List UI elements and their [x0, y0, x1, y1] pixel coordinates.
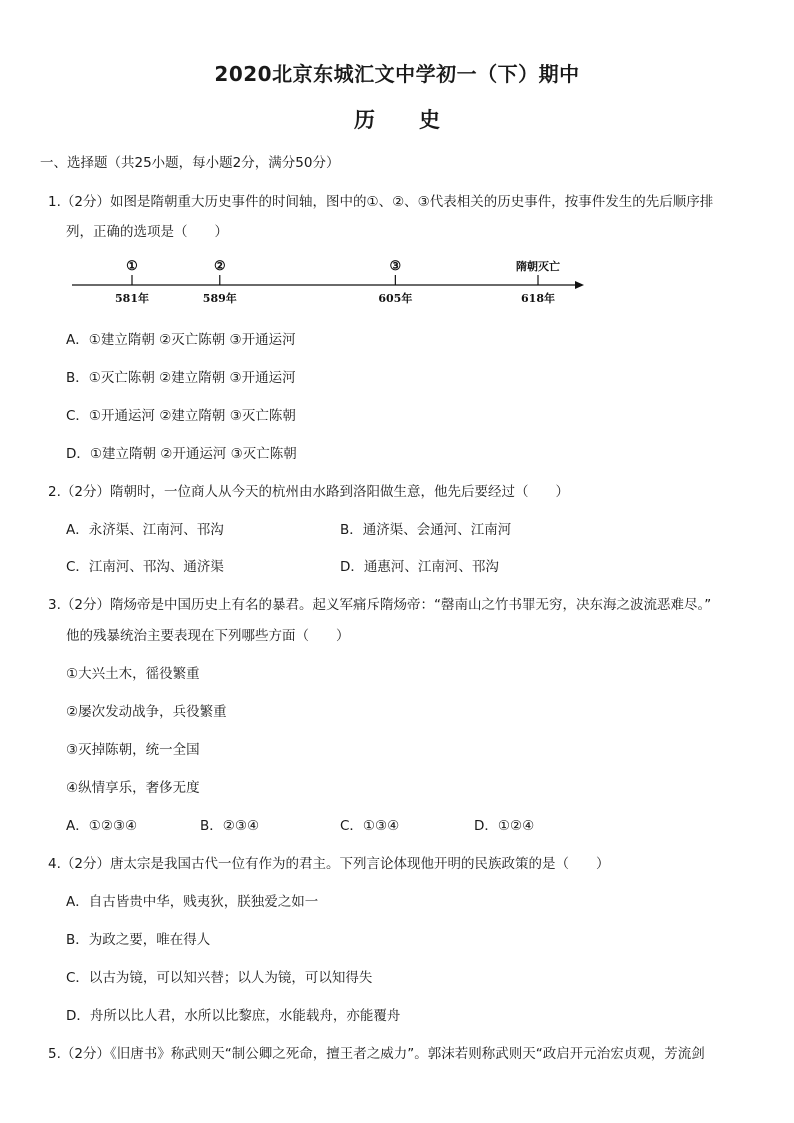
exam-title: 2020北京东城汇文中学初一（下）期中: [214, 62, 580, 86]
q4-option-b[interactable]: B．为政之要，唯在得人: [66, 932, 211, 948]
q3-option-b[interactable]: B．②③④: [200, 818, 260, 834]
subject-heading: [0, 104, 794, 134]
q3-item-4: ④纵情享乐，奢侈无度: [66, 780, 200, 796]
q2-option-d[interactable]: D．通惠河、江南河、邗沟: [340, 559, 499, 575]
q3-stem-line2: 他的残暴统治主要表现在下列哪些方面（ ）: [66, 628, 350, 644]
q3-stem-line1: 3.（2分）隋炀帝是中国历史上有名的暴君。起义军痛斥隋炀帝：“罄南山之竹书罪无穷，决东海之波流恶难尽。”: [48, 597, 712, 613]
timeline-event-label-3: ③: [389, 259, 402, 274]
timeline-year-label-3: 605年: [378, 292, 413, 305]
q1-option-a[interactable]: A．①建立隋朝 ②灭亡陈朝 ③开通运河: [66, 332, 296, 348]
subject-char-1: 历: [354, 108, 375, 132]
timeline-event-label-4: 隋朝灭亡: [516, 260, 560, 273]
timeline-arrow-icon: [575, 281, 584, 289]
timeline-figure: [70, 255, 590, 311]
q3-option-d[interactable]: D．①②④: [474, 818, 535, 834]
q1-option-d[interactable]: D．①建立隋朝 ②开通运河 ③灭亡陈朝: [66, 446, 297, 462]
q1-option-c[interactable]: C．①开通运河 ②建立隋朝 ③灭亡陈朝: [66, 408, 296, 424]
timeline-event-label-1: ①: [126, 259, 138, 274]
q3-item-2: ②屡次发动战争，兵役繁重: [66, 704, 227, 720]
timeline-year-label-1: 581年: [115, 292, 149, 305]
q5-stem-line1: 5.（2分）《旧唐书》称武则天“制公卿之死命，擅王者之威力”。郭沫若则称武则天“政启开元治宏贞观，芳流剑: [48, 1046, 705, 1062]
q4-stem: 4.（2分）唐太宗是我国古代一位有作为的君主。下列言论体现他开明的民族政策的是（ ）: [48, 856, 610, 872]
q4-option-a[interactable]: A．自古皆贵中华，贱夷狄，朕独爱之如一: [66, 894, 319, 910]
q1-stem-line2: 列，正确的选项是（ ）: [66, 224, 228, 240]
q2-option-b[interactable]: B．通济渠、会通河、江南河: [340, 522, 512, 538]
section-heading: 一、选择题（共25小题，每小题2分，满分50分）: [40, 155, 340, 171]
timeline-year-label-2: 589年: [202, 292, 237, 305]
q3-item-3: ③灭掉陈朝，统一全国: [66, 742, 200, 758]
q1-option-b[interactable]: B．①灭亡陈朝 ②建立隋朝 ③开通运河: [66, 370, 296, 386]
q4-option-d[interactable]: D．舟所以比人君，水所以比黎庶，水能载舟，亦能覆舟: [66, 1008, 401, 1024]
q2-stem: 2.（2分）隋朝时，一位商人从今天的杭州由水路到洛阳做生意，他先后要经过（ ）: [48, 484, 569, 500]
subject-char-2: 史: [419, 108, 440, 132]
q3-option-a[interactable]: A．①②③④: [66, 818, 138, 834]
timeline-event-label-2: ②: [213, 259, 226, 274]
q2-option-a[interactable]: A．永济渠、江南河、邗沟: [66, 522, 224, 538]
q3-option-c[interactable]: C．①③④: [340, 818, 400, 834]
q4-option-c[interactable]: C．以古为镜，可以知兴替；以人为镜，可以知得失: [66, 970, 373, 986]
timeline-year-label-4: 618年: [521, 292, 555, 305]
q3-item-1: ①大兴土木，徭役繁重: [66, 666, 200, 682]
q1-stem-line1: 1.（2分）如图是隋朝重大历史事件的时间轴，图中的①、②、③代表相关的历史事件，按事件发生的先后顺序排: [48, 194, 714, 210]
q2-option-c[interactable]: C．江南河、邗沟、通济渠: [66, 559, 224, 575]
